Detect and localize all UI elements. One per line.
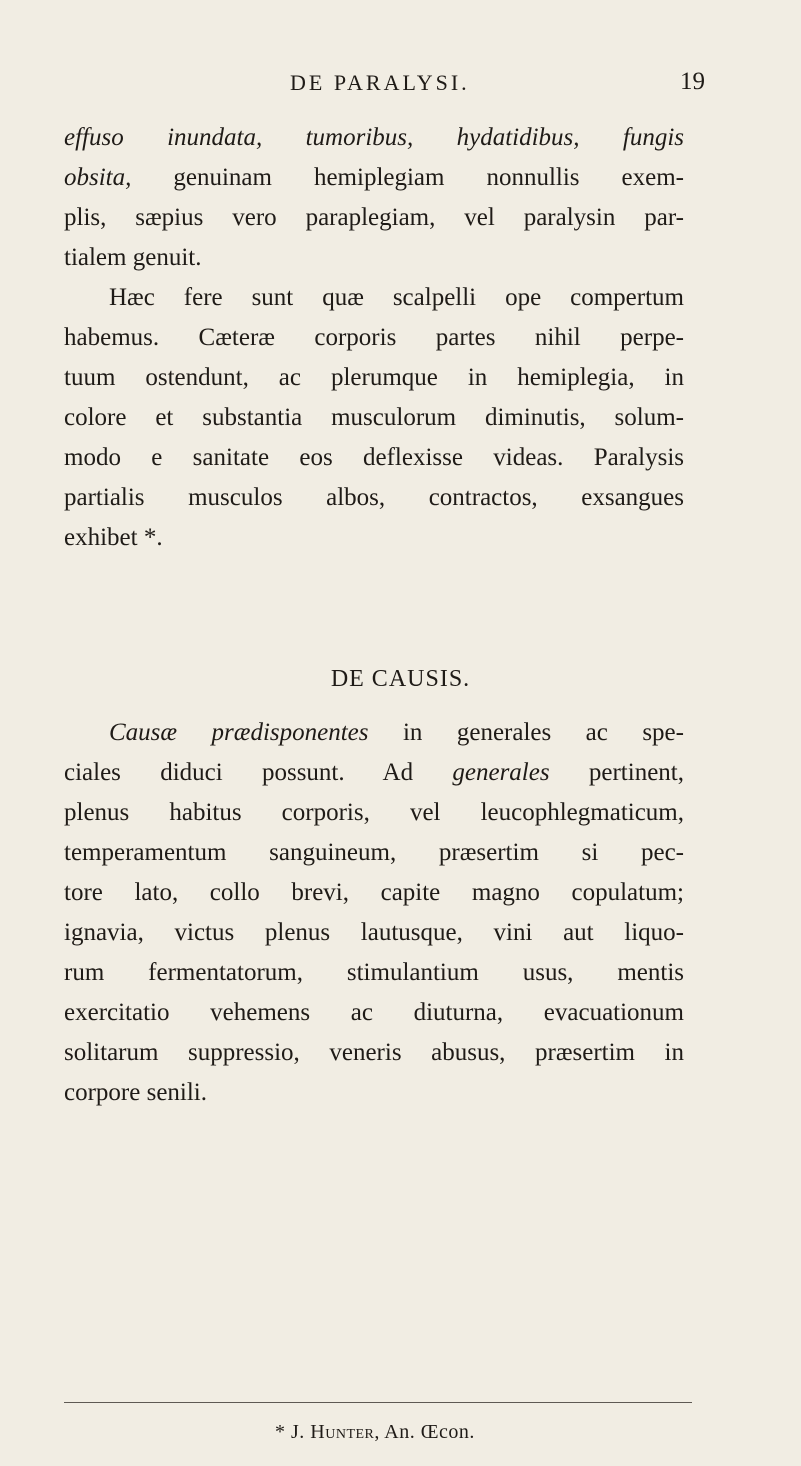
paragraph-1-line-1: effuso inundata, tumoribus, hydatidibus, fungis (64, 124, 684, 151)
paragraph-3-line-3: plenus habitus corporis, vel leucophlegmaticum, (64, 799, 684, 826)
paragraph-2-line-5: modo e sanitate eos deflexisse videas. Paralysis (64, 444, 684, 471)
paragraph-3-line-1-rest: in generales ac spe- (368, 719, 684, 746)
paragraph-2-line-6: partialis musculos albos, contractos, exsangues (64, 484, 684, 511)
footnote-source: An. Œcon. (384, 1421, 475, 1443)
paragraph-1-line-2-rest: genuinam hemiplegiam nonnullis exem- (131, 164, 684, 191)
paragraph-3-line-9: solitarum suppressio, veneris abusus, præsertim in (64, 1039, 684, 1066)
section-heading: DE CAUSIS. (330, 666, 471, 692)
paragraph-2-line-4: colore et substantia musculorum diminutis, solum- (64, 404, 684, 431)
paragraph-3-line-4: temperamentum sanguineum, præsertim si pec- (64, 839, 684, 866)
paragraph-3-line-7: rum fermentatorum, stimulantium usus, mentis (64, 959, 684, 986)
paragraph-2-line-7: exhibet *. (64, 524, 163, 551)
paragraph-3-line-2-part-1: ciales diduci possunt. Ad (64, 759, 453, 786)
paragraph-3-line-5: tore lato, collo brevi, capite magno copulatum; (64, 879, 684, 906)
paragraph-3-line-8: exercitatio vehemens ac diuturna, evacuationum (64, 999, 684, 1026)
paragraph-2-line-3: tuum ostendunt, ac plerumque in hemiplegia, in (64, 364, 684, 391)
paragraph-1-line-3: plis, sæpius vero paraplegiam, vel paralysin par- (64, 204, 684, 231)
paragraph-2-line-1: Hæc fere sunt quæ scalpelli ope compertum (109, 284, 684, 311)
paragraph-1-line-2-italic: obsita, (64, 164, 132, 191)
paragraph-2-line-2: habemus. Cæteræ corporis partes nihil perpe- (64, 324, 684, 351)
paragraph-3-line-1-italic: Causæ prædisponentes (109, 719, 369, 746)
paragraph-3-line-1 (109, 717, 684, 749)
paragraph-3-line-2-part-2: pertinent, (549, 759, 684, 786)
paragraph-3-line-10: corpore senili. (64, 1079, 208, 1106)
paragraph-3-line-2 (64, 757, 684, 789)
paragraph-1-line-2 (64, 162, 684, 194)
footnote (275, 1421, 475, 1444)
paragraph-3-line-6: ignavia, victus plenus lautusque, vini aut liquo- (64, 919, 684, 946)
page-number: 19 (680, 68, 705, 95)
running-head: DE PARALYSI. (290, 70, 470, 95)
footnote-marker: * (275, 1421, 286, 1443)
paragraph-1-line-4: tialem genuit. (64, 244, 202, 271)
paragraph-3-line-2-italic: generales (452, 759, 550, 786)
footnote-author: J. Hunter, (291, 1421, 380, 1443)
footnote-rule (64, 1402, 692, 1403)
